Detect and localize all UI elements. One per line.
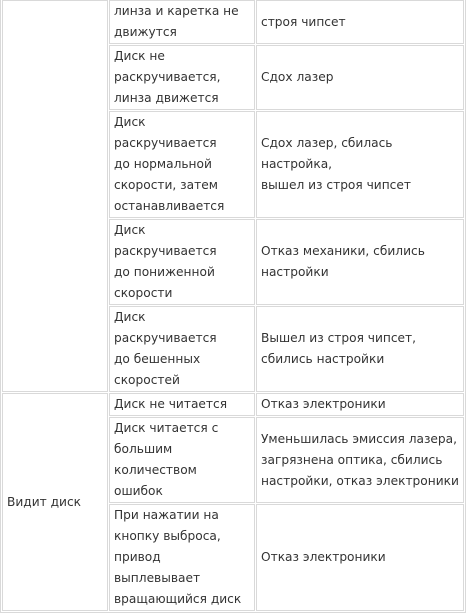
cause-cell: Уменьшилась эмиссия лазера, загрязнена оптика, сбились настройки, отказ электроники (256, 417, 464, 503)
symptom-cell: линза и каретка не движутся (109, 0, 255, 44)
cause-cell: Сдох лазер (256, 45, 464, 110)
symptom-cell: Диск раскручивается до пониженной скорости (109, 219, 255, 305)
cause-cell: строя чипсет (256, 0, 464, 44)
symptom-cell: При нажатии на кнопку выброса, привод выплевывает вращающийся диск (109, 504, 255, 611)
symptom-cell: Диск раскручивается до бешенных скоростей (109, 306, 255, 392)
symptom-cell: Диск читается с большим количеством ошибок (109, 417, 255, 503)
table-row (2, 0, 464, 44)
symptom-cell: Диск не читается (109, 393, 255, 416)
table-row (2, 393, 464, 416)
group-cell (2, 393, 108, 611)
cause-cell: Отказ электроники (256, 393, 464, 416)
cause-cell: Отказ электроники (256, 504, 464, 611)
cause-cell: Вышел из строя чипсет, сбились настройки (256, 306, 464, 392)
cause-cell: Сдох лазер, сбилась настройка, вышел из строя чипсет (256, 111, 464, 218)
group-label: Видит диск (7, 494, 82, 509)
group-cell (2, 0, 108, 392)
cause-cell: Отказ механики, сбились настройки (256, 219, 464, 305)
symptom-cell: Диск раскручивается до нормальной скорости, затем останавливается (109, 111, 255, 218)
symptom-cell: Диск не раскручивается, линза движется (109, 45, 255, 110)
